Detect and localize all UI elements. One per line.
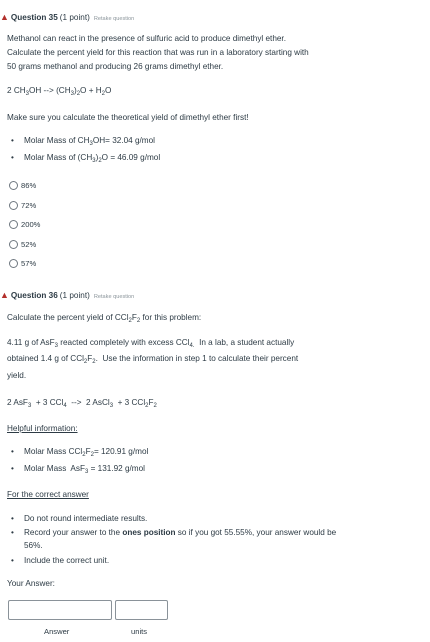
warning-triangle-icon: ▲ xyxy=(0,290,9,300)
rule-ones-position: • Record your answer to the ones position so if you got 55.55%, your answer would be 56%. xyxy=(24,526,356,552)
question-35-instruction: Make sure you calculate the theoretical yield of dimethyl ether first! xyxy=(7,113,249,122)
helpful-information-heading: Helpful information: xyxy=(7,424,78,433)
your-answer-label: Your Answer: xyxy=(7,579,55,588)
question-35-intro-line-3: 50 grams methanol and producing 26 grams dimethyl ether. xyxy=(7,62,224,71)
radio-button[interactable] xyxy=(9,240,18,249)
radio-button[interactable] xyxy=(9,201,18,210)
question-points: (1 point) xyxy=(59,13,90,22)
retake-question-link[interactable]: Retake question xyxy=(93,16,135,22)
units-input[interactable] xyxy=(115,600,168,620)
radio-button[interactable] xyxy=(9,181,18,190)
question-35-header xyxy=(0,12,134,22)
question-36-para-line-3: yield. xyxy=(7,371,27,380)
question-title: Question 35 xyxy=(10,13,58,22)
correct-answer-heading: For the correct answer xyxy=(7,490,89,499)
answer-option[interactable]: 86% xyxy=(9,179,36,191)
question-36-para-line-1: 4.11 g of AsF$_3$ reacted completely with excess CCl$_{4.}$ In a lab, a student actually xyxy=(7,338,295,349)
question-35-intro-line-1: Methanol can react in the presence of sulfuric acid to produce dimethyl ether. xyxy=(7,34,286,43)
radio-button[interactable] xyxy=(9,220,18,229)
answer-option[interactable]: 52% xyxy=(9,238,36,250)
rule-include-unit: • Include the correct unit. xyxy=(24,554,109,567)
question-36-header xyxy=(0,290,134,300)
question-36-equation: 2 AsF$_3$ + 3 CCl$_4$ --> 2 AsCl$_3$ + 3 $CCl_2F_2$ xyxy=(7,398,157,409)
answer-option[interactable]: 200% xyxy=(9,218,40,230)
question-35-molar-mass-methanol: • Molar Mass of $CH_3OH= 32.04$ g/mol xyxy=(24,134,155,147)
units-field-label: units xyxy=(131,627,148,636)
question-35-intro-line-2: Calculate the percent yield for this reaction that was run in a laboratory starting with xyxy=(7,48,309,57)
answer-option[interactable]: 72% xyxy=(9,199,36,211)
answer-field-label: Answer xyxy=(44,627,70,636)
radio-button[interactable] xyxy=(9,259,18,268)
answer-input[interactable] xyxy=(8,600,112,620)
question-35-equation: 2 $CH_3OH$ --> $(CH_3)_2O + H_2O$ xyxy=(7,86,112,97)
answer-option[interactable]: 57% xyxy=(9,257,36,269)
retake-question-link[interactable]: Retake question xyxy=(93,294,135,300)
question-36-prompt: Calculate the percent yield of $CCl_2F_2$ for this problem: xyxy=(7,313,202,324)
question-points: (1 point) xyxy=(59,291,90,300)
rule-no-rounding: • Do not round intermediate results. xyxy=(24,512,147,525)
question-36-molar-mass-asf3: • Molar Mass AsF$_3$ = 131.92 g/mol xyxy=(24,462,145,475)
question-36-para-line-2: obtained 1.4 g of $CCl_2F_2$. Use the information in step 1 to calculate their percent xyxy=(7,354,299,365)
warning-triangle-icon: ▲ xyxy=(0,12,9,22)
question-title: Question 36 xyxy=(10,291,58,300)
question-35-molar-mass-ether: • Molar Mass of $(CH_3)_2O = 46.09$ g/mol xyxy=(24,151,160,164)
question-36-molar-mass-ccl2f2: • Molar Mass $CCl_2F_2= 120.91$ g/mol xyxy=(24,445,148,458)
